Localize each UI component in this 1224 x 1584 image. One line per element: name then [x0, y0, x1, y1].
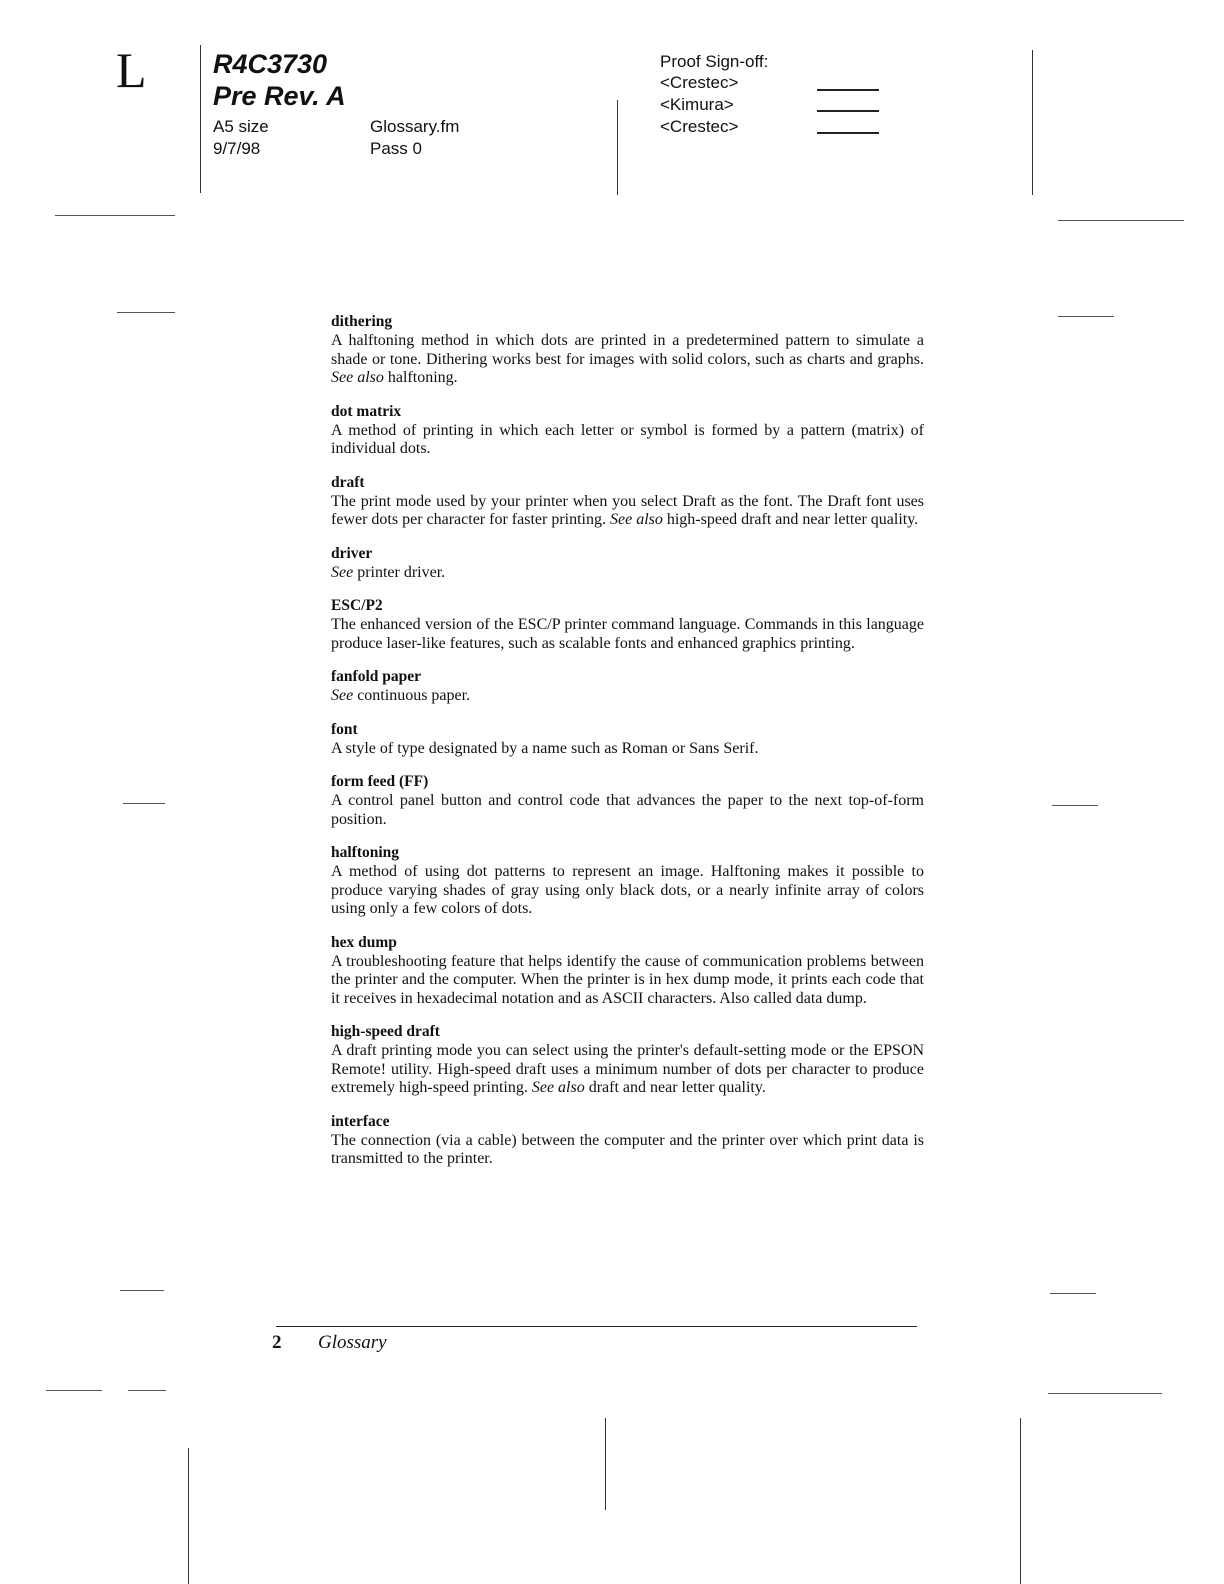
cross-reference: continuous paper. [357, 687, 471, 704]
glossary-entry [322, 544, 924, 583]
glossary-entry [322, 596, 924, 653]
see-also-label: See also [609, 511, 663, 528]
glossary-term: hex dump [331, 933, 397, 951]
glossary-term: fanfold paper [331, 668, 421, 685]
glossary-definition: The connection (via a cable) between the computer and the printer over which print data is transmitted to the printer. [331, 1131, 924, 1167]
glossary-definition [331, 687, 924, 706]
crop-mark [46, 1390, 102, 1391]
cross-reference: halftoning. [387, 369, 458, 386]
glossary-definition: A troubleshooting feature that helps identify the cause of communication problems between the printer and the computer. When the printer is in hex dump mode, it prints each code that it receives in hexadecimal notation and as ASCII characters. Also called data dump. [331, 952, 924, 1007]
document-date: 9/7/98 [213, 139, 261, 158]
glossary-term: high-speed draft [331, 1023, 440, 1040]
crop-mark [1048, 1393, 1162, 1394]
glossary-term: halftoning [331, 844, 400, 861]
glossary-term: ESC/P2 [331, 597, 383, 614]
signature-line [817, 110, 879, 112]
crop-mark [117, 312, 175, 313]
glossary-definition: A style of type designated by a name such as Roman or Sans Serif. [331, 739, 759, 757]
see-label: See [331, 563, 354, 581]
pass-number: Pass 0 [370, 139, 422, 158]
cross-reference: draft and near letter quality. [588, 1079, 766, 1096]
glossary-entry [322, 1022, 924, 1098]
crop-mark [1058, 220, 1184, 221]
glossary-term: form feed (FF) [331, 773, 429, 790]
glossary-term: interface [331, 1112, 390, 1130]
cross-reference: high-speed draft and near letter quality. [666, 511, 919, 528]
file-name: Glossary.fm [370, 117, 460, 136]
crop-mark [1058, 316, 1114, 317]
document-code: R4C3730 [213, 49, 328, 79]
glossary-definition: The print mode used by your printer when you select Draft as the font. The Draft font uses fewer dots per character for faster printing. See also high-speed draft and near letter quality. [331, 492, 924, 528]
crop-mark [1050, 1293, 1096, 1294]
paper-size: A5 size [213, 117, 269, 136]
glossary-entry [322, 843, 924, 919]
glossary-entry [322, 402, 924, 459]
crop-mark [55, 215, 175, 216]
glossary-term: draft [331, 473, 365, 491]
glossary-entry [322, 933, 924, 1009]
glossary-definition [331, 564, 924, 583]
proof-signer: <Crestec> [660, 117, 739, 136]
glossary-entry [322, 473, 924, 530]
crop-mark [188, 1448, 189, 1584]
glossary-definition: A draft printing mode you can select using the printer's default-setting mode or the EPSON Remote! utility. High-speed draft uses a minimum number of dots per character to produce extremely high-speed printing. See also draft and near letter quality. [331, 1042, 924, 1096]
glossary-entry [322, 772, 924, 829]
footer-section-title: Glossary [318, 1332, 387, 1353]
glossary-definition: A method of using dot patterns to represent an image. Halftoning makes it possible to produce varying shades of gray using only black dots, or a nearly infinite array of colors using only a few colors of dots. [331, 863, 924, 917]
glossary-entry [322, 1112, 924, 1169]
proof-signer: <Crestec> [660, 73, 739, 92]
glossary-entry [322, 667, 924, 706]
see-label: See [331, 687, 354, 704]
crop-mark [1020, 1418, 1021, 1584]
proof-signoff-title: Proof Sign-off: [660, 52, 769, 71]
footer-rule [276, 1326, 917, 1327]
glossary-definition: A method of printing in which each letter or symbol is formed by a pattern (matrix) of individual dots. [331, 421, 924, 457]
header-divider [617, 100, 618, 195]
glossary-term: dithering [331, 313, 393, 330]
glossary-list [322, 312, 924, 1183]
glossary-entry [322, 720, 924, 759]
crop-mark [123, 803, 165, 804]
glossary-term: font [331, 720, 358, 738]
glossary-term: driver [331, 544, 373, 562]
signature-line [817, 89, 879, 91]
see-also-label: See also [531, 1079, 585, 1096]
glossary-definition: A halftoning method in which dots are printed in a predetermined pattern to simulate a shade or tone. Dithering works best for images with solid colors, such as charts and graphs. See also halftoning. [331, 332, 924, 386]
glossary-definition: A control panel button and control code that advances the paper to the next top-of-form position. [331, 792, 924, 828]
glossary-entry [322, 312, 924, 388]
see-also-label: See also [331, 369, 384, 386]
proof-signer: <Kimura> [660, 95, 734, 114]
header-divider [200, 45, 201, 193]
crop-mark [128, 1390, 166, 1391]
page-number: 2 [272, 1332, 282, 1353]
crop-mark [1052, 805, 1098, 806]
glossary-term: dot matrix [331, 402, 402, 420]
header-divider [1032, 50, 1033, 195]
signature-line [817, 132, 879, 134]
crop-mark [120, 1290, 164, 1291]
cross-reference: printer driver. [357, 563, 446, 581]
crop-mark [605, 1418, 606, 1510]
document-revision: Pre Rev. A [213, 81, 346, 111]
glossary-definition: The enhanced version of the ESC/P printer command language. Commands in this language produce laser-like features, such as scalable fonts and enhanced graphics printing. [331, 616, 924, 652]
section-side-letter: L [116, 42, 147, 98]
